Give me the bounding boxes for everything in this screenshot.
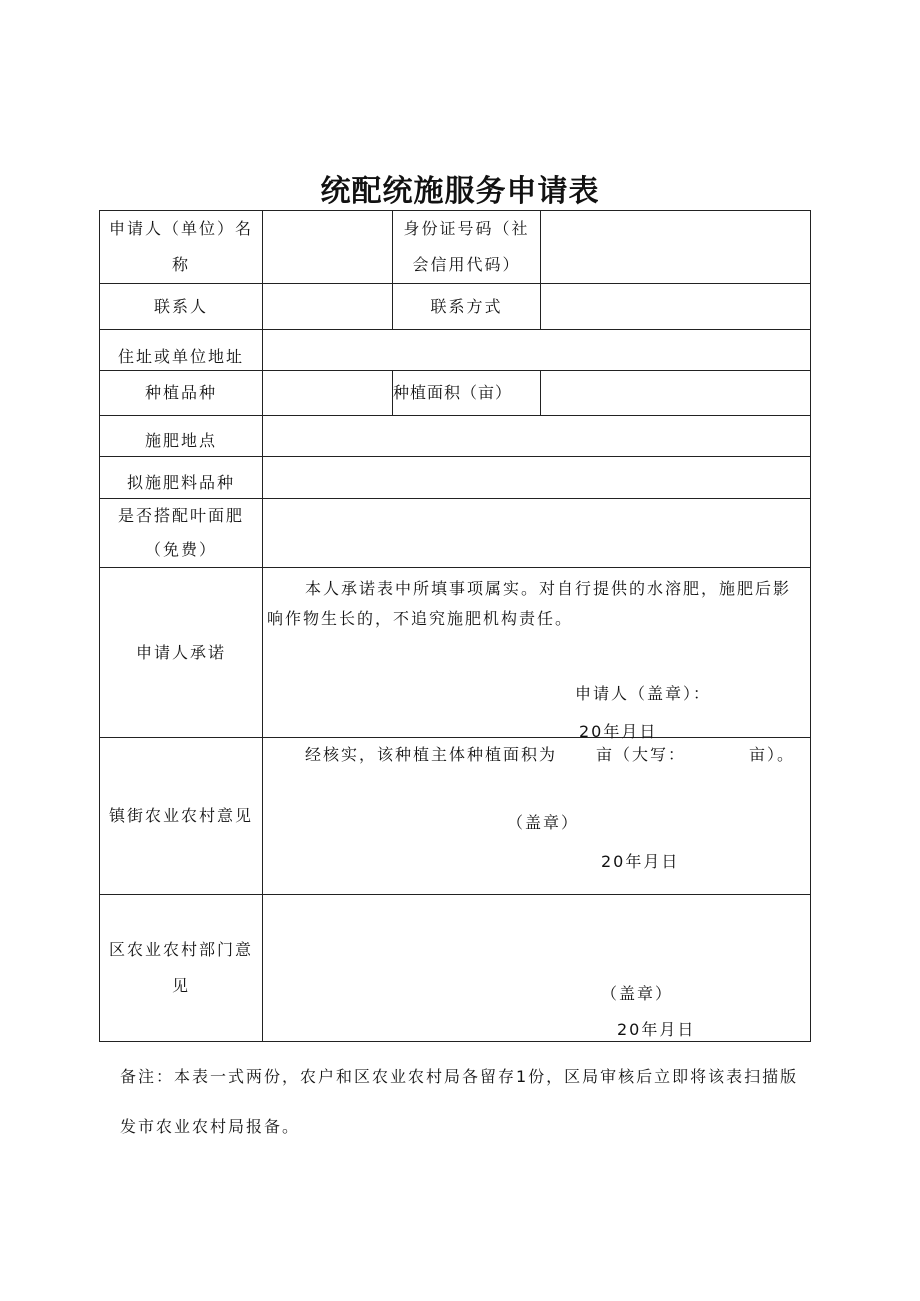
district-seal: （盖章）: [601, 984, 674, 1003]
verify-mu-text: 亩（大写：: [596, 745, 687, 764]
town-opinion-row: [100, 738, 811, 895]
address-row: [100, 330, 811, 371]
contact-person-field[interactable]: [263, 284, 393, 330]
commitment-cell: [263, 568, 811, 741]
foliar-row: [100, 499, 811, 568]
planting-area-field[interactable]: [541, 371, 811, 416]
foliar-fertilizer-label: 是否搭配叶面肥（免费）: [100, 499, 263, 568]
planting-area-label: 种植面积（亩）: [393, 371, 541, 416]
fertilizing-location-field[interactable]: [263, 416, 811, 457]
crop-variety-label: 种植品种: [100, 371, 263, 416]
district-opinion-label: 区农业农村部门意见: [100, 895, 263, 1042]
fertilizing-location-label: 施肥地点: [100, 416, 263, 457]
crop-variety-field[interactable]: [263, 371, 393, 416]
commitment-text: 本人承诺表中所填事项属实。对自行提供的水溶肥，施肥后影响作物生长的，不追究施肥机构责任。: [267, 579, 792, 628]
district-date: 20年月日: [617, 1020, 696, 1039]
id-number-field[interactable]: [541, 211, 811, 284]
district-opinion-row: [100, 895, 811, 1042]
fertilizer-variety-field[interactable]: [263, 457, 811, 499]
town-opinion-label: 镇街农业农村意见: [100, 738, 263, 895]
form-title: 统配统施服务申请表: [320, 174, 600, 209]
district-opinion-cell: [263, 895, 811, 1042]
fertilizer-variety-label: 拟施肥料品种: [100, 457, 263, 499]
contact-person-label: 联系人: [100, 284, 263, 330]
town-seal: （盖章）: [507, 813, 580, 832]
address-field[interactable]: [263, 330, 811, 371]
commitment-row: [100, 568, 811, 738]
commitment-label: 申请人承诺: [100, 568, 263, 738]
crop-row: [100, 371, 811, 416]
location-row: [100, 416, 811, 457]
foliar-fertilizer-field[interactable]: [263, 499, 811, 568]
contact-row: [100, 284, 811, 330]
contact-method-field[interactable]: [541, 284, 811, 330]
applicant-row: [100, 211, 811, 284]
application-form-table: [99, 210, 811, 1042]
town-opinion-cell: [263, 738, 811, 895]
footnote: 备注：本表一式两份，农户和区农业农村局各留存1份，区局审核后立即将该表扫描版发市农业农村局报备。: [120, 1067, 799, 1136]
applicant-name-label: 申请人（单位）名称: [100, 211, 263, 284]
address-label: 住址或单位地址: [100, 330, 263, 371]
commitment-signature: 申请人（盖章）：: [575, 684, 712, 703]
commitment-date: 20年月日: [579, 722, 658, 741]
verify-mu-close: 亩）。: [749, 745, 796, 764]
verify-text: 经核实，该种植主体种植面积为: [305, 745, 558, 764]
applicant-name-field[interactable]: [263, 211, 393, 284]
id-number-label: 身份证号码（社会信用代码）: [393, 211, 541, 284]
town-date: 20年月日: [601, 852, 680, 871]
contact-method-label: 联系方式: [393, 284, 541, 330]
fertilizer-row: [100, 457, 811, 499]
